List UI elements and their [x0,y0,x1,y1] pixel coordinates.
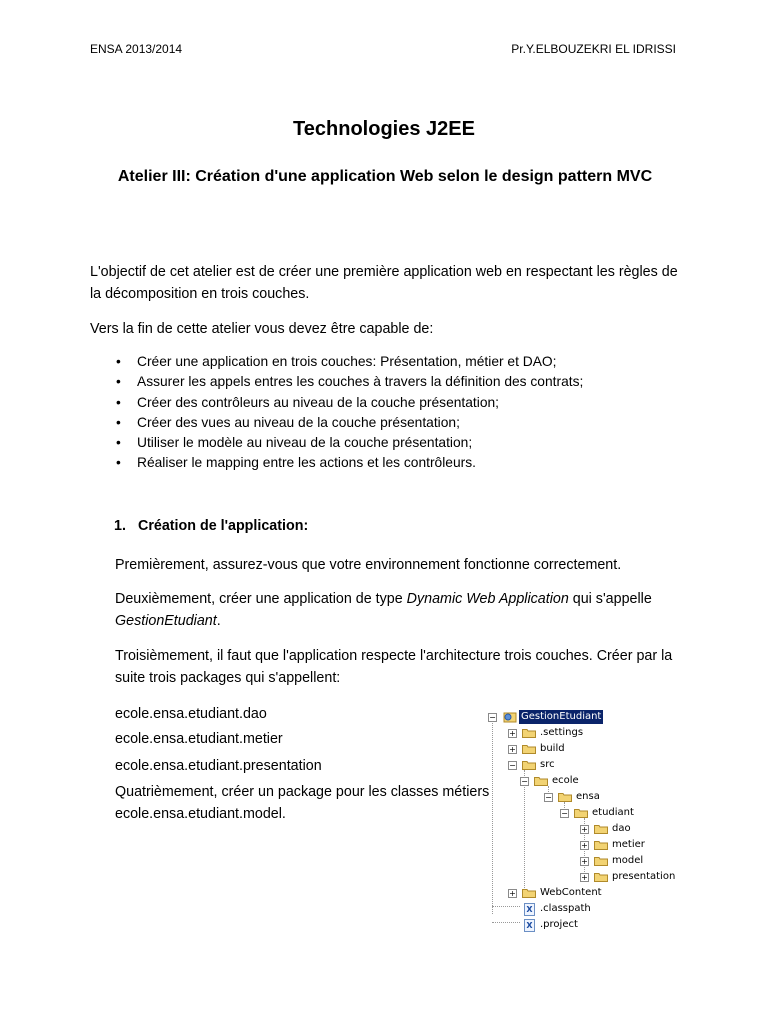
collapse-icon[interactable]: − [561,809,568,818]
folder-open-icon [574,808,588,818]
project-tree [488,706,688,932]
xml-file-icon: X [524,919,535,932]
tree-label[interactable]: src [540,759,555,770]
goals-list [90,352,583,474]
tree-label[interactable]: .project [540,919,578,930]
header-right: Pr.Y.ELBOUZEKRI EL IDRISSI [511,42,676,56]
section-number: 1. [114,518,126,534]
collapse-icon[interactable]: − [521,777,528,786]
tree-label[interactable]: metier [612,839,645,850]
expand-icon[interactable]: + [581,873,588,882]
bullet-icon: • [116,435,121,451]
bullet-icon: • [116,455,121,471]
list-item: • Utiliser le modèle au niveau de la couche présentation; [90,433,583,453]
folder-icon [522,728,536,738]
xml-file-icon: X [524,903,535,916]
tree-label[interactable]: etudiant [592,807,634,818]
folder-icon [594,840,608,850]
package-name: ecole.ensa.etudiant.metier [115,731,283,747]
expand-icon[interactable]: + [581,825,588,834]
folder-open-icon [534,776,548,786]
expand-icon[interactable]: + [509,889,516,898]
tree-connector [492,922,520,923]
project-icon [503,711,517,723]
tree-label[interactable]: ensa [576,791,600,802]
collapse-icon[interactable]: − [489,713,496,722]
paragraph-fourth: Quatrièmement, créer un package pour les classes métiers ecole.ensa.etudiant.model. [115,784,490,822]
intro-paragraph: L'objectif de cet atelier est de créer une première application web en respectant les règles de la décomposition en trois couches. [90,264,678,302]
bullet-icon: • [116,414,121,430]
tree-label[interactable]: .classpath [540,903,591,914]
list-item: • Créer des vues au niveau de la couche présentation; [90,413,583,433]
expand-icon[interactable]: + [509,729,516,738]
list-item: • Réaliser le mapping entre les actions et les contrôleurs. [90,453,583,473]
expand-icon[interactable]: + [581,857,588,866]
header-left: ENSA 2013/2014 [90,42,183,56]
tree-label[interactable]: GestionEtudiant [521,711,602,722]
paragraph-first: Premièrement, assurez-vous que votre environnement fonctionne correctement. [115,557,622,573]
tree-connector [524,770,525,890]
tree-label[interactable]: model [612,855,644,866]
folder-icon [522,744,536,754]
paragraph-second: Deuxièmement, créer une application de type Dynamic Web Application qui s'appelle GestionEtudiant. [115,591,652,629]
list-item: • Créer une application en trois couches: Présentation, métier et DAO; [90,352,583,372]
collapse-icon[interactable]: − [509,761,516,770]
list-item: • Assurer les appels entres les couches à travers la définition des contrats; [90,372,583,392]
folder-open-icon [558,792,572,802]
bullet-icon: • [116,374,121,390]
folder-icon [594,872,608,882]
tree-label[interactable]: ecole [552,775,579,786]
document-title: Technologies J2EE [293,118,475,140]
expand-icon[interactable]: + [581,841,588,850]
bullet-icon: • [116,394,121,410]
expand-icon[interactable]: + [509,745,516,754]
tree-label[interactable]: build [540,743,565,754]
tree-label[interactable]: .settings [540,727,584,738]
folder-icon [594,824,608,834]
tree-label[interactable]: presentation [612,871,676,882]
collapse-icon[interactable]: − [545,793,552,802]
folder-open-icon [522,760,536,770]
package-name: ecole.ensa.etudiant.dao [115,706,267,722]
tree-connector [492,718,493,914]
paragraph-third: Troisièmement, il faut que l'application respecte l'architecture trois couches. Créer par la suite trois packages qui s'appellent: [115,648,673,686]
package-name: ecole.ensa.etudiant.presentation [115,758,322,774]
tree-connector [492,906,520,907]
folder-icon [522,888,536,898]
section-title: Création de l'application: [138,518,309,534]
folder-icon [594,856,608,866]
document-subtitle: Atelier III: Création d'une application Web selon le design pattern MVC [117,168,653,185]
tree-label[interactable]: dao [612,823,631,834]
list-item: • Créer des contrôleurs au niveau de la couche présentation; [90,393,583,413]
bullet-icon: • [116,354,121,369]
section-heading [114,518,308,534]
lead-paragraph: Vers la fin de cette atelier vous devez être capable de: [90,321,434,337]
tree-label[interactable]: WebContent [540,887,602,898]
